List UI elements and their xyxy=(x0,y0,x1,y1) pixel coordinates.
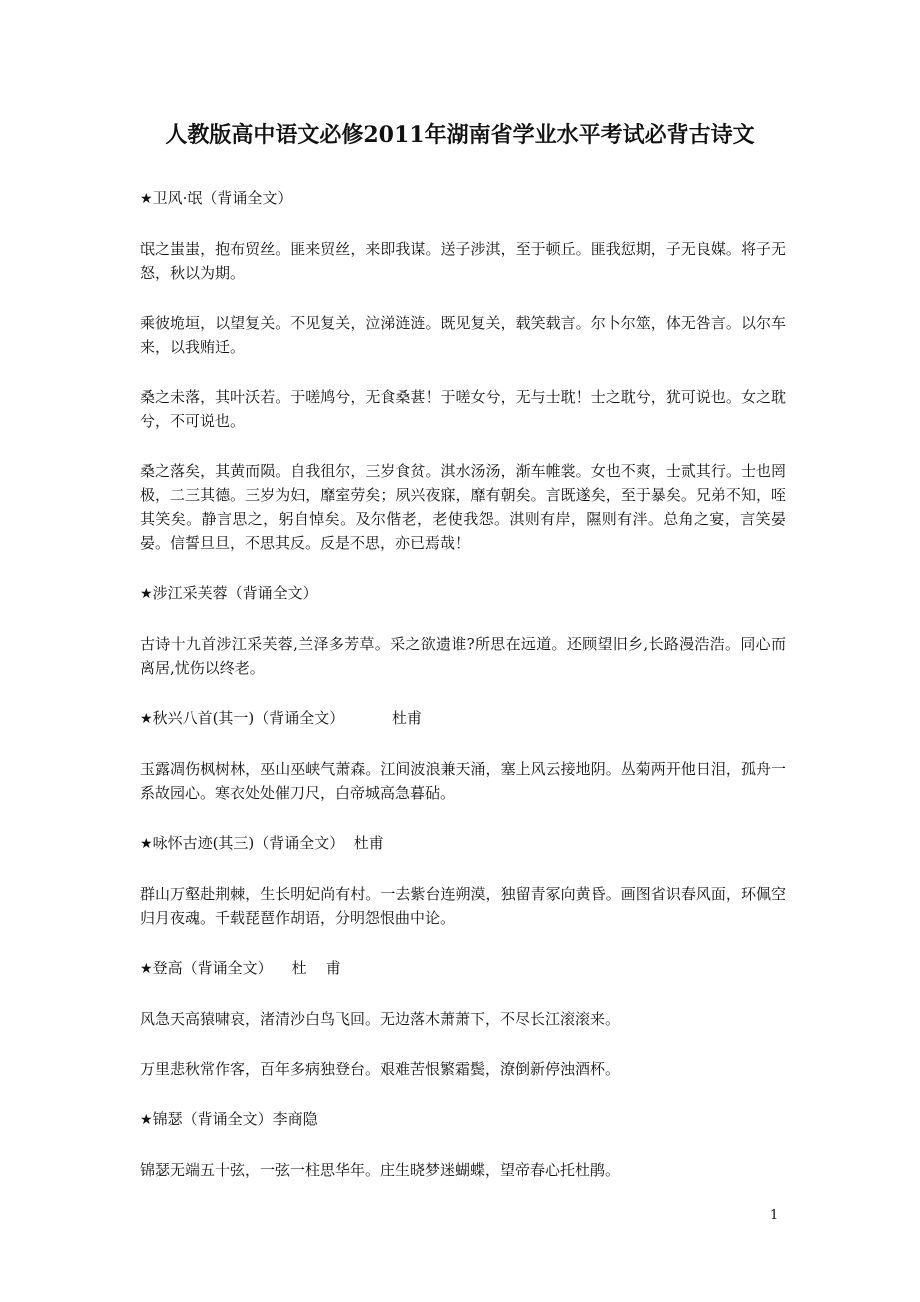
section-heading-qiuxing xyxy=(140,706,786,731)
star-icon: ★ xyxy=(140,1112,153,1128)
document-title: 人教版高中语文必修2011年湖南省学业水平考试必背古诗文 xyxy=(165,122,755,148)
section-title: 涉江采芙蓉（背诵全文） xyxy=(152,584,318,602)
poem-paragraph: 桑之落矣，其黄而陨。自我徂尔，三岁食贫。淇水汤汤，渐车帷裳。女也不爽，士贰其行。士也罔极，二三其德。三岁为妇，靡室劳矣；夙兴夜寐，靡有朝矣。言既遂矣，至于暴矣。兄弟不知，咥其笑矣。静言思之，躬自悼矣。及尔偕老，老使我怨。淇则有岸，隰则有泮。总角之宴，言笑晏晏。信誓旦旦，不思其反。反是不思，亦已焉哉！ xyxy=(140,462,786,552)
star-icon: ★ xyxy=(140,586,153,602)
section-title: 锦瑟（背诵全文）李商隐 xyxy=(152,1110,318,1128)
poem-paragraph: 桑之未落，其叶沃若。于嗟鸠兮，无食桑葚！于嗟女兮，无与士耽！士之耽兮，犹可说也。女之耽兮，不可说也。 xyxy=(140,388,786,430)
section-title: 卫风·氓（背诵全文） xyxy=(152,189,293,207)
star-icon: ★ xyxy=(140,961,153,977)
star-icon: ★ xyxy=(140,191,153,207)
poem-paragraph: 氓之蚩蚩，抱布贸丝。匪来贸丝，来即我谋。送子涉淇，至于顿丘。匪我愆期，子无良媒。将子无怒，秋以为期。 xyxy=(140,240,786,282)
section-title: 秋兴八首(其一)（背诵全文） 杜甫 xyxy=(152,709,422,727)
section-heading-yonghuai xyxy=(140,831,786,856)
poem-paragraph: 乘彼垝垣，以望复关。不见复关，泣涕涟涟。既见复关，载笑载言。尔卜尔筮，体无咎言。以尔车来，以我贿迁。 xyxy=(140,314,786,356)
section-heading-denggao xyxy=(140,956,786,981)
section-heading-jinse xyxy=(140,1107,786,1132)
page-number: 1 xyxy=(770,1208,779,1223)
section-title: 登高（背诵全文） 杜 甫 xyxy=(152,959,341,977)
section-title: 咏怀古迹(其三)（背诵全文） 杜甫 xyxy=(152,834,384,852)
star-icon: ★ xyxy=(140,711,153,727)
section-heading-shejiang xyxy=(140,581,786,606)
poem-paragraph: 万里悲秋常作客，百年多病独登台。艰难苦恨繁霜鬓，潦倒新停浊酒杯。 xyxy=(140,1060,621,1078)
poem-paragraph: 玉露凋伤枫树林，巫山巫峡气萧森。江间波浪兼天涌，塞上风云接地阴。丛菊两开他日泪，孤舟一系故园心。寒衣处处催刀尺，白帝城高急暮砧。 xyxy=(140,760,786,802)
section-heading-weifeng-meng xyxy=(140,186,786,211)
poem-paragraph: 古诗十九首涉江采芙蓉,兰泽多芳草。采之欲遗谁?所思在远道。还顾望旧乡,长路漫浩浩。同心而离居,忧伤以终老。 xyxy=(140,635,786,677)
poem-paragraph: 风急天高猿啸哀，渚清沙白鸟飞回。无边落木萧萧下，不尽长江滚滚来。 xyxy=(140,1010,621,1028)
poem-paragraph: 锦瑟无端五十弦，一弦一柱思华年。庄生晓梦迷蝴蝶，望帝春心托杜鹃。 xyxy=(140,1161,621,1179)
poem-paragraph: 群山万壑赴荆棘，生长明妃尚有村。一去紫台连朔漠，独留青冢向黄昏。画图省识春风面，环佩空归月夜魂。千载琵琶作胡语，分明怨恨曲中论。 xyxy=(140,885,786,927)
star-icon: ★ xyxy=(140,836,153,852)
document-body xyxy=(140,186,786,1208)
